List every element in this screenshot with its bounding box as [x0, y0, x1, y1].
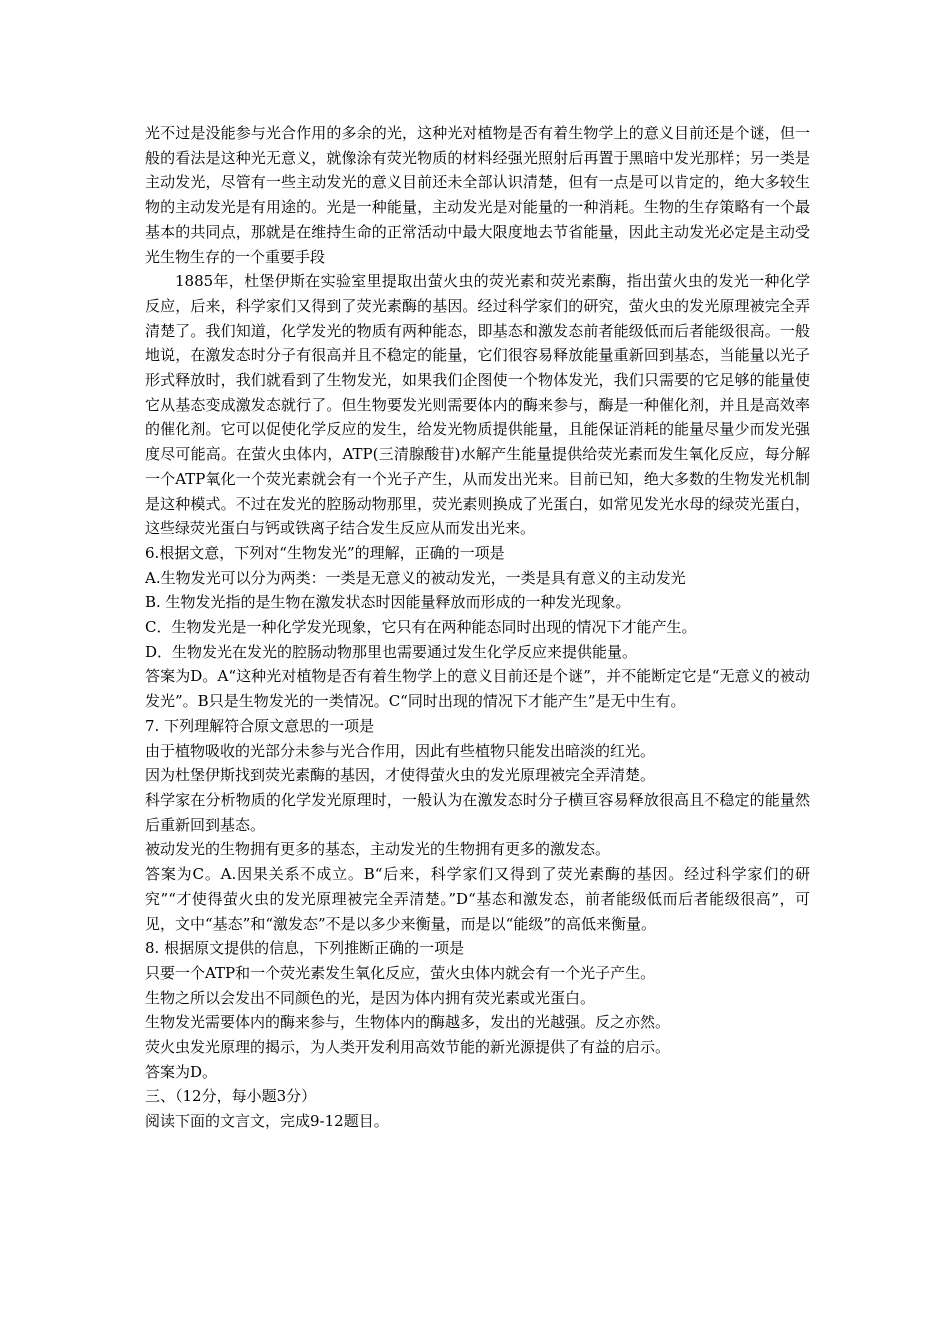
- question-7-stem: 7. 下列理解符合原文意思的一项是: [145, 716, 375, 735]
- document-page: [145, 121, 810, 1134]
- question-8-option-4: 荧火虫发光原理的揭示，为人类开发利用高效节能的新光源提供了有益的启示。: [145, 1038, 671, 1057]
- question-8-stem: 8. 根据原文提供的信息，下列推断正确的一项是: [145, 939, 465, 958]
- question-8: [145, 936, 810, 1084]
- section-3-heading: 三、（12分，每小题3分）: [145, 1087, 317, 1106]
- question-8-option-2: 生物之所以会发出不同颜色的光，是因为体内拥有荧光素或光蛋白。: [145, 988, 596, 1007]
- question-6-option-b: B. 生物发光指的是生物在激发状态时因能量释放而形成的一种发光现象。: [145, 593, 631, 612]
- question-8-option-1: 只要一个ATP和一个荧光素发生氧化反应，萤火虫体内就会有一个光子产生。: [145, 963, 656, 982]
- question-7-option-2: 因为杜堡伊斯找到荧光素酶的基因，才使得萤火虫的发光原理被完全弄清楚。: [145, 766, 656, 785]
- question-8-option-3: 生物发光需要体内的酶来参与，生物体内的酶越多，发出的光越强。反之亦然。: [145, 1013, 671, 1032]
- passage-paragraph-1: 光不过是没能参与光合作用的多余的光，这种光对植物是否有着生物学上的意义目前还是个谜，但一般的看法是这种光无意义，就像涂有荧光物质的材料经强光照射后再置于黑暗中发光那样；另一类是主动发光，尽管有一些主动发光的意义目前还未全部认识清楚，但有一点是可以肯定的，绝大多较生物的主动发光是有用途的。光是一种能量，主动发光是对能量的一种消耗。生物的生存策略有一个最基本的共同点，那就是在维持生命的正常活动中最大限度地去节省能量，因此主动发光必定是主动受光生物生存的一个重要手段: [145, 124, 810, 266]
- question-6-option-d: D．生物发光在发光的腔肠动物那里也需要通过发生化学反应来提供能量。: [145, 642, 638, 661]
- question-7: [145, 714, 810, 936]
- question-6-option-a: A.生物发光可以分为两类：一类是无意义的被动发光，一类是具有意义的主动发光: [145, 568, 686, 587]
- question-6-stem: 6.根据文意，下列对“生物发光”的理解，正确的一项是: [145, 543, 505, 562]
- question-7-option-1: 由于植物吸收的光部分未参与光合作用，因此有些植物只能发出暗淡的红光。: [145, 741, 656, 760]
- question-6-answer: 答案为D。A“这种光对植物是否有着生物学上的意义目前还是个谜”，并不能断定它是“无意义的被动发光”。B只是生物发光的一类情况。C“同时出现的情况下才能产生”是无中生有。: [145, 667, 810, 711]
- question-7-answer: 答案为C。A.因果关系不成立。B“后来，科学家们又得到了荧光素酶的基因。经过科学家们的研究”“才使得萤火虫的发光原理被完全弄清楚。”D“基态和激发态，前者能级低而后者能级很高”，可见，文中“基态”和“激发态”不是以多少来衡量，而是以“能级”的高低来衡量。: [145, 865, 810, 933]
- question-7-option-3: 科学家在分析物质的化学发光原理时，一般认为在激发态时分子横亘容易释放很高且不稳定的能量然后重新回到基态。: [145, 790, 810, 834]
- question-6: [145, 541, 810, 714]
- question-8-answer: 答案为D。: [145, 1062, 218, 1081]
- passage-paragraph-2: 1885年，杜堡伊斯在实验室里提取出萤火虫的荧光素和荧光素酶，指出萤火虫的发光一种化学反应，后来，科学家们又得到了荧光素酶的基因。经过科学家们的研究，萤火虫的发光原理被完全弄清楚了。我们知道，化学发光的物质有两种能态，即基态和激发态前者能级低而后者能级很高。一般地说，在激发态时分子有很高并且不稳定的能量，它们很容易释放能量重新回到基态，当能量以光子形式释放时，我们就看到了生物发光，如果我们企图使一个物体发光，我们只需要的它足够的能量使它从基态变成激发态就行了。但生物要发光则需要体内的酶来参与，酶是一种催化剂，并且是高效率的催化剂。它可以促使化学反应的发生，给发光物质提供能量，且能保证消耗的能量尽量少而发光强度尽可能高。在萤火虫体内，ATP(三清腺酸苷)水解产生能量提供给荧光素而发生氧化反应，每分解一个ATP氧化一个荧光素就会有一个光子产生，从而发出光来。目前已知，绝大多数的生物发光机制是这种模式。不过在发光的腔肠动物那里，荧光素则换成了光蛋白，如常见发光水母的绿荧光蛋白，这些绿荧光蛋白与钙或铁离子结合发生反应从而发出光来。: [145, 272, 810, 538]
- question-6-option-c: C．生物发光是一种化学发光现象，它只有在两种能态同时出现的情况下才能产生。: [145, 618, 697, 637]
- section-3-instruction: 阅读下面的文言文，完成9-12题目。: [145, 1112, 389, 1131]
- question-7-option-4: 被动发光的生物拥有更多的基态，主动发光的生物拥有更多的激发态。: [145, 840, 611, 859]
